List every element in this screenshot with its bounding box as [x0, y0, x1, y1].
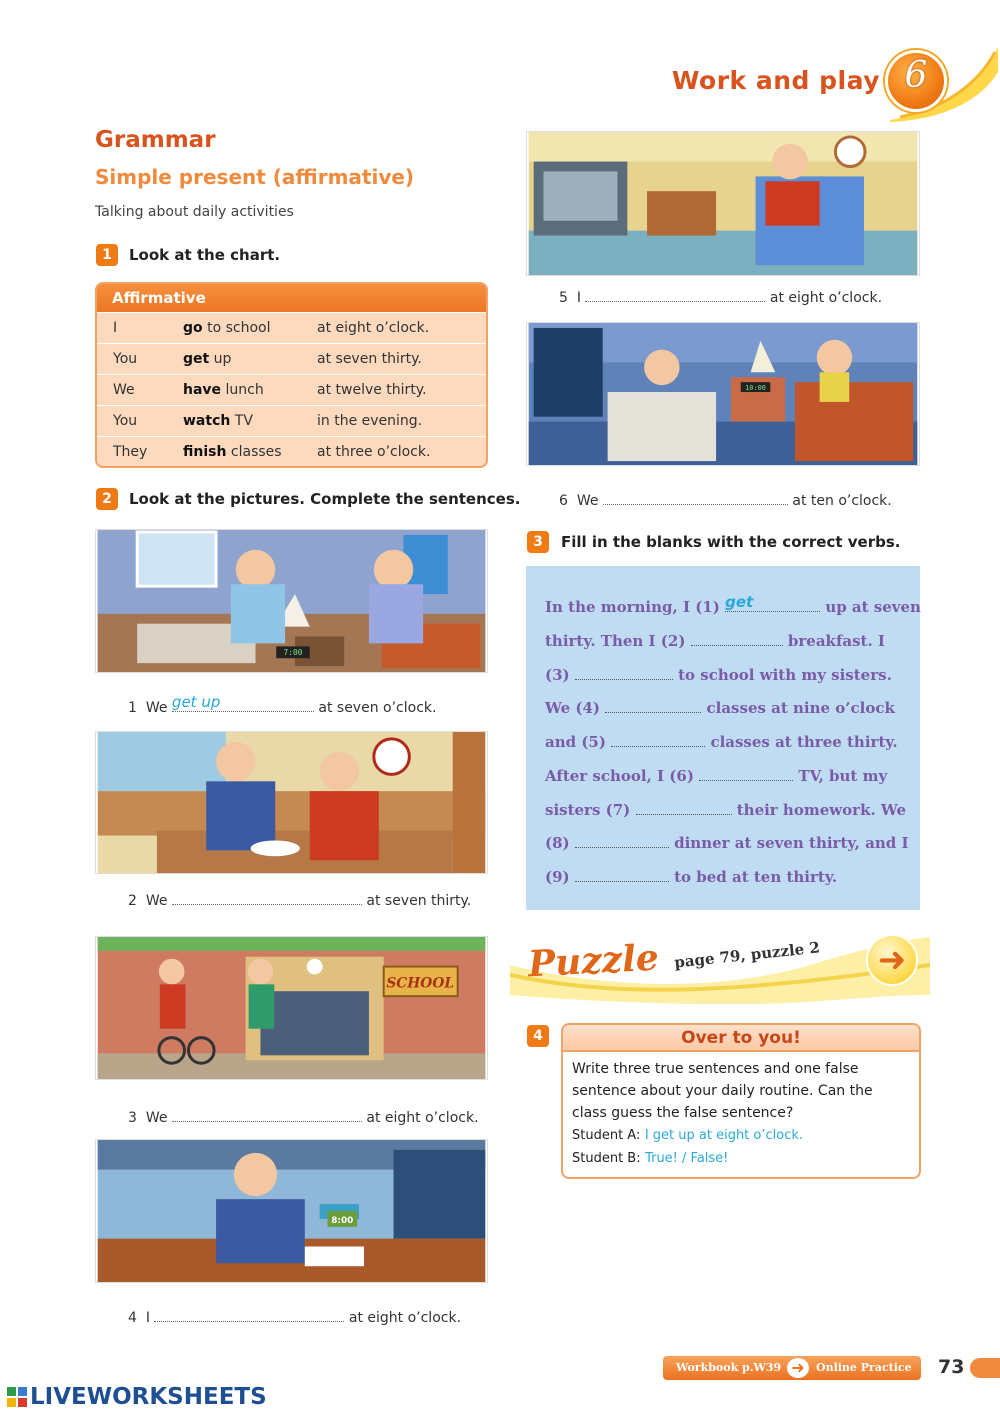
student-a-example: I get up at eight o’clock.	[644, 1128, 804, 1143]
workbook-reference[interactable]: Workbook p.W39	[676, 1361, 782, 1374]
picture-3-school-sign: SCHOOL	[386, 975, 455, 992]
answer-blank-6[interactable]	[603, 491, 788, 505]
chart-time: at three o’clock.	[317, 444, 431, 460]
chart-verb-phrase	[183, 413, 253, 429]
page-edge-tab	[970, 1358, 1000, 1378]
sentence-end: at seven thirty.	[366, 893, 472, 909]
chart-verb-rest: lunch	[225, 382, 264, 398]
puzzle-reference[interactable]: page 79, puzzle 2	[673, 938, 821, 972]
exercise-3-line-6	[545, 767, 887, 785]
over-to-you-instruction: Write three true sentences and one false sentence about your daily routine. Can the class guess the false sentence?	[572, 1061, 873, 1121]
line-post: breakfast. I	[787, 632, 885, 650]
sentence-subject: I	[576, 290, 581, 306]
picture-boys-having-breakfast	[95, 731, 488, 874]
exercise-1-instruction: Look at the chart.	[129, 246, 281, 264]
unit-number: 6	[904, 55, 928, 96]
chart-row	[97, 343, 486, 374]
line-post: their homework. We	[736, 801, 907, 819]
line-pre: and (5)	[545, 733, 606, 751]
exercise-2-sentence-2	[128, 891, 471, 909]
chart-verb-phrase	[183, 320, 270, 336]
arrow-right-icon[interactable]: ➜	[866, 934, 918, 986]
student-a-label: Student A:	[572, 1128, 641, 1143]
exercise-2-number: 2	[96, 488, 118, 510]
sentence-number: 1	[128, 700, 137, 716]
answer-blank-5[interactable]	[585, 288, 765, 302]
verb-blank-9[interactable]	[575, 868, 669, 882]
sentence-subject: We	[145, 700, 168, 716]
line-pre: thirty. Then I (2)	[545, 632, 686, 650]
sentence-end: at eight o’clock.	[348, 1310, 462, 1326]
grammar-description: Talking about daily activities	[95, 204, 294, 220]
line-post: classes at nine o’clock	[706, 699, 895, 717]
answer-blank-3[interactable]	[172, 1108, 362, 1122]
answer-text: get up	[171, 693, 221, 711]
chart-subject: You	[113, 413, 138, 429]
chart-row	[97, 436, 486, 467]
verb-blank-2[interactable]	[691, 632, 783, 646]
picture-6-clock-label: 10:00	[745, 384, 766, 393]
exercise-2-instruction: Look at the pictures. Complete the sentences.	[129, 490, 521, 508]
exercise-4-number: 4	[527, 1025, 549, 1047]
sentence-number: 2	[128, 893, 137, 909]
sentence-end: at eight o’clock.	[366, 1110, 479, 1126]
line-post: dinner at seven thirty, and I	[674, 834, 909, 852]
exercise-3-line-2	[545, 632, 885, 650]
sentence-subject: We	[145, 893, 168, 909]
chart-verb-phrase	[183, 351, 231, 367]
exercise-3-text-box	[526, 566, 920, 910]
line-post: to bed at ten thirty.	[674, 868, 838, 886]
unit-title: Work and play	[671, 66, 880, 95]
line-post: to school with my sisters.	[678, 666, 892, 684]
exercise-2-sentence-1	[128, 693, 437, 716]
liveworksheets-logo-icon	[6, 1384, 28, 1410]
chart-row	[97, 312, 486, 343]
line-pre: (8)	[545, 834, 570, 852]
picture-1-clock-label: 7:00	[283, 648, 303, 658]
chart-subject: I	[113, 320, 118, 336]
picture-4-desk-clock: 8:00	[331, 1215, 354, 1226]
line-pre: We (4)	[545, 699, 601, 717]
sentence-subject: I	[145, 1310, 150, 1326]
chart-verb: get	[183, 351, 210, 367]
chart-verb-phrase	[183, 382, 264, 398]
page-number: 73	[938, 1356, 965, 1378]
sentence-number: 6	[559, 493, 568, 509]
liveworksheets-brand[interactable]: LIVEWORKSHEETS	[30, 1384, 267, 1410]
verb-blank-5[interactable]	[611, 733, 705, 747]
sentence-number: 4	[128, 1310, 137, 1326]
exercise-3-line-4	[545, 699, 895, 717]
verb-blank-6[interactable]	[699, 767, 793, 781]
chart-row	[97, 405, 486, 436]
exercise-3-line-7	[545, 801, 906, 819]
chart-subject: They	[113, 444, 148, 460]
verb-blank-8[interactable]	[575, 834, 669, 848]
sentence-number: 3	[128, 1110, 137, 1126]
line-pre: After school, I (6)	[545, 767, 694, 785]
exercise-2-sentence-6	[559, 491, 892, 509]
chart-verb-phrase	[183, 444, 282, 460]
arrow-right-icon: ➜	[787, 1358, 809, 1378]
answer-text: get	[725, 593, 754, 611]
chart-verb: finish	[183, 444, 227, 460]
student-b-label: Student B:	[572, 1151, 641, 1166]
exercise-2-sentence-3	[128, 1108, 479, 1126]
sentence-end: at eight o’clock.	[769, 290, 883, 306]
chart-header: Affirmative	[97, 284, 486, 312]
exercise-2-sentence-5	[559, 288, 882, 306]
sentence-end: at seven o’clock.	[318, 700, 437, 716]
line-post: up at seven	[825, 598, 921, 616]
line-pre: (9)	[545, 868, 570, 886]
sentence-end: at ten o’clock.	[792, 493, 892, 509]
chart-verb: go	[183, 320, 203, 336]
chart-subject: We	[113, 382, 135, 398]
chart-verb: watch	[183, 413, 231, 429]
line-post: TV, but my	[798, 767, 888, 785]
line-pre: (3)	[545, 666, 570, 684]
online-practice-link[interactable]: Online Practice	[816, 1361, 912, 1374]
picture-boys-waking-up	[95, 529, 488, 673]
over-to-you-body	[563, 1052, 919, 1176]
picture-boy-doing-homework	[95, 1139, 488, 1283]
chart-verb-rest: TV	[234, 413, 253, 429]
line-pre: In the morning, I (1)	[545, 598, 720, 616]
exercise-3-line-9	[545, 868, 837, 886]
exercise-3-instruction: Fill in the blanks with the correct verbs.	[561, 533, 901, 551]
exercise-2-sentence-4	[128, 1308, 461, 1326]
grammar-subtitle: Simple present (affirmative)	[95, 165, 415, 189]
line-pre: sisters (7)	[545, 801, 631, 819]
chart-verb-rest: up	[213, 351, 232, 367]
over-to-you-box	[561, 1023, 921, 1179]
exercise-3-number: 3	[527, 531, 549, 553]
chart-verb-rest: classes	[230, 444, 282, 460]
verb-blank-4[interactable]	[605, 699, 701, 713]
verb-blank-3[interactable]	[575, 666, 673, 680]
exercise-3-line-5	[545, 733, 898, 751]
verb-blank-7[interactable]	[636, 801, 732, 815]
chart-verb-rest: to school	[207, 320, 271, 336]
exercise-3-line-8	[545, 834, 908, 852]
picture-boys-going-to-bed	[526, 322, 920, 466]
sentence-subject: We	[576, 493, 599, 509]
answer-blank-2[interactable]	[172, 891, 362, 905]
exercise-3-line-3	[545, 666, 892, 684]
chart-time: at seven thirty.	[317, 351, 422, 367]
student-a-line	[572, 1124, 910, 1147]
answer-blank-4[interactable]	[154, 1308, 344, 1322]
chart-time: at eight o’clock.	[317, 320, 430, 336]
picture-boys-going-to-school	[95, 936, 488, 1080]
verb-blank-1[interactable]	[725, 593, 820, 612]
grammar-title: Grammar	[95, 127, 216, 153]
student-b-example: True! / False!	[645, 1151, 729, 1166]
chart-verb: have	[183, 382, 222, 398]
sentence-number: 5	[559, 290, 568, 306]
picture-boy-watching-tv	[526, 131, 920, 276]
chart-subject: You	[113, 351, 138, 367]
line-post: classes at three thirty.	[710, 733, 898, 751]
answer-blank-1[interactable]	[171, 693, 314, 712]
affirmative-chart	[95, 282, 488, 468]
chart-row	[97, 374, 486, 405]
exercise-3-line-1	[545, 593, 921, 616]
student-b-line	[572, 1147, 910, 1170]
chart-time: at twelve thirty.	[317, 382, 427, 398]
sentence-subject: We	[145, 1110, 168, 1126]
chart-time: in the evening.	[317, 413, 423, 429]
exercise-1-number: 1	[96, 244, 118, 266]
over-to-you-title: Over to you!	[563, 1025, 919, 1052]
puzzle-title: Puzzle	[526, 936, 660, 986]
